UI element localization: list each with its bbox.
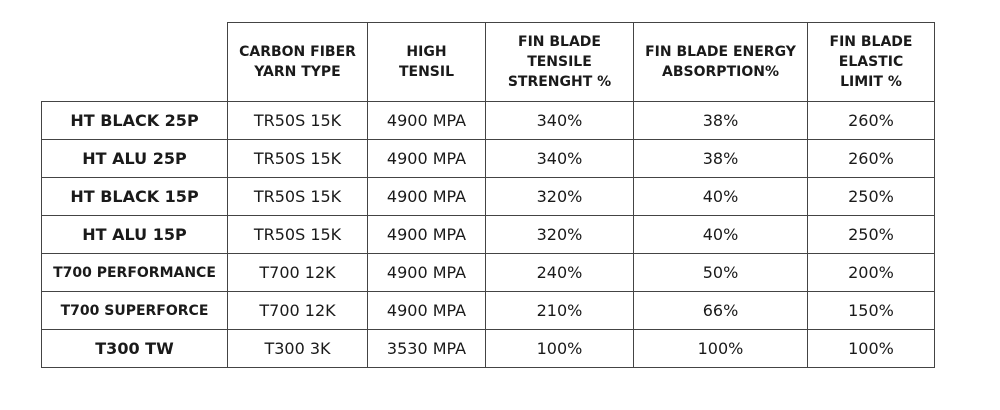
row-name: HT BLACK 15P — [42, 178, 228, 216]
high-tensil-cell: 4900 MPA — [368, 178, 486, 216]
table-row — [42, 140, 935, 178]
row-name: HT ALU 15P — [42, 216, 228, 254]
tensile-strength-cell: 240% — [486, 254, 634, 292]
row-name: HT BLACK 25P — [42, 102, 228, 140]
table-row — [42, 178, 935, 216]
energy-absorption-cell: 40% — [634, 216, 808, 254]
yarn-type-cell: TR50S 15K — [228, 178, 368, 216]
elastic-limit-cell: 200% — [808, 254, 935, 292]
spec-table — [41, 22, 935, 368]
high-tensil-cell: 4900 MPA — [368, 102, 486, 140]
yarn-type-cell: T700 12K — [228, 292, 368, 330]
tensile-strength-cell: 100% — [486, 330, 634, 368]
table-row — [42, 254, 935, 292]
header-energy-absorption-label: FIN BLADE ENERGY ABSORPTION% — [645, 44, 796, 80]
header-yarn-type-label: CARBON FIBER YARN TYPE — [239, 44, 356, 80]
yarn-type-cell: TR50S 15K — [228, 140, 368, 178]
elastic-limit-cell: 260% — [808, 140, 935, 178]
header-energy-absorption — [634, 23, 808, 102]
elastic-limit-cell: 250% — [808, 178, 935, 216]
high-tensil-cell: 4900 MPA — [368, 216, 486, 254]
yarn-type-cell: TR50S 15K — [228, 102, 368, 140]
tensile-strength-cell: 320% — [486, 216, 634, 254]
energy-absorption-cell: 38% — [634, 102, 808, 140]
row-name: T300 TW — [42, 330, 228, 368]
header-elastic-limit-label: FIN BLADE ELASTIC LIMIT % — [829, 34, 913, 90]
energy-absorption-cell: 38% — [634, 140, 808, 178]
elastic-limit-cell: 250% — [808, 216, 935, 254]
header-high-tensil-label: HIGH TENSIL — [398, 44, 455, 80]
tensile-strength-cell: 320% — [486, 178, 634, 216]
energy-absorption-cell: 100% — [634, 330, 808, 368]
table-row — [42, 292, 935, 330]
elastic-limit-cell: 150% — [808, 292, 935, 330]
tensile-strength-cell: 340% — [486, 102, 634, 140]
header-tensile-strength-label: FIN BLADE TENSILE STRENGHT % — [507, 34, 612, 90]
energy-absorption-cell: 66% — [634, 292, 808, 330]
tensile-strength-cell: 210% — [486, 292, 634, 330]
energy-absorption-cell: 50% — [634, 254, 808, 292]
elastic-limit-cell: 100% — [808, 330, 935, 368]
energy-absorption-cell: 40% — [634, 178, 808, 216]
row-name: T700 SUPERFORCE — [42, 292, 228, 330]
header-row — [42, 23, 935, 102]
row-name: HT ALU 25P — [42, 140, 228, 178]
header-high-tensil — [368, 23, 486, 102]
tensile-strength-cell: 340% — [486, 140, 634, 178]
table-row — [42, 216, 935, 254]
yarn-type-cell: TR50S 15K — [228, 216, 368, 254]
yarn-type-cell: T300 3K — [228, 330, 368, 368]
yarn-type-cell: T700 12K — [228, 254, 368, 292]
elastic-limit-cell: 260% — [808, 102, 935, 140]
header-elastic-limit — [808, 23, 935, 102]
header-yarn-type — [228, 23, 368, 102]
high-tensil-cell: 4900 MPA — [368, 254, 486, 292]
header-tensile-strength — [486, 23, 634, 102]
high-tensil-cell: 4900 MPA — [368, 140, 486, 178]
high-tensil-cell: 3530 MPA — [368, 330, 486, 368]
empty-corner-cell — [42, 23, 228, 102]
high-tensil-cell: 4900 MPA — [368, 292, 486, 330]
table-row — [42, 330, 935, 368]
table-row — [42, 102, 935, 140]
row-name: T700 PERFORMANCE — [42, 254, 228, 292]
